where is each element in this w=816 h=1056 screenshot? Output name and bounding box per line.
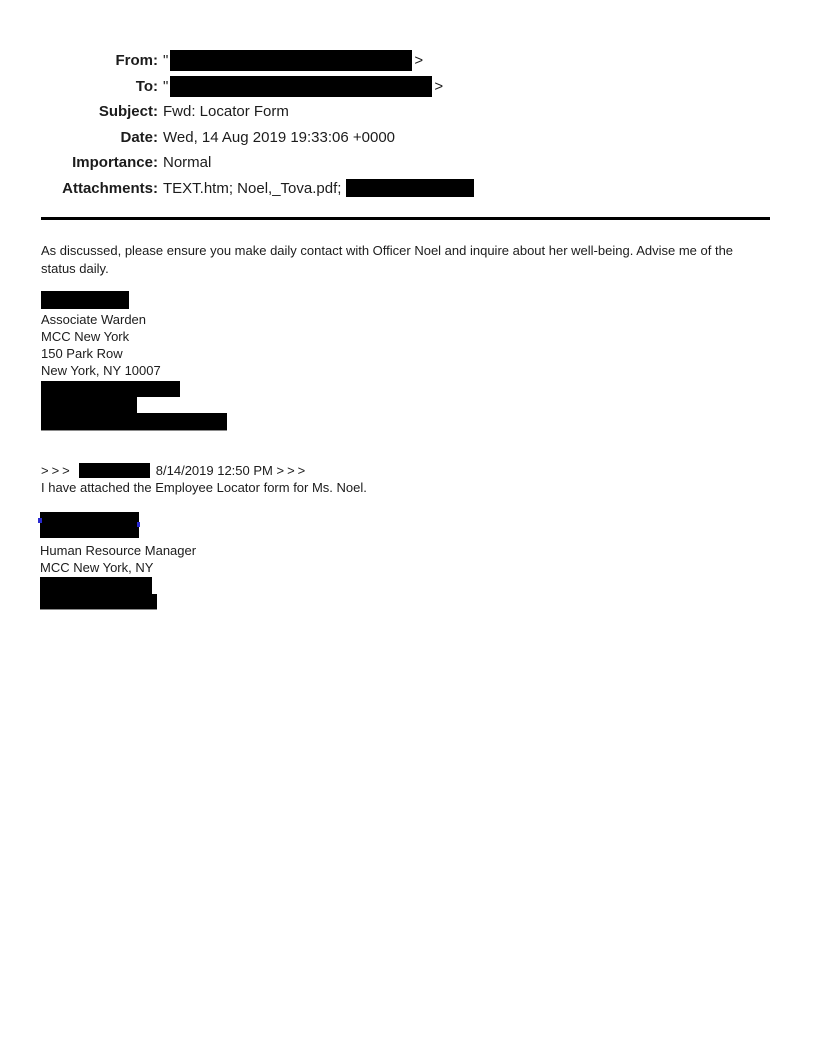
header-row-importance — [40, 150, 474, 176]
reply-suffix-angles: >>> — [276, 463, 309, 478]
redacted-email-address — [41, 413, 227, 431]
attachments-value — [163, 179, 474, 197]
signature-hr-manager — [40, 512, 196, 610]
to-label: To: — [135, 77, 158, 95]
to-close-angle: > — [434, 77, 444, 95]
message-paragraph — [41, 242, 733, 277]
redacted-sender-name — [41, 291, 129, 309]
redacted-from-address — [170, 50, 412, 71]
importance-label: Importance: — [72, 154, 158, 172]
paragraph-line-1: As discussed, please ensure you make daily contact with Officer Noel and inquire about her well-being. Advise me of the — [41, 243, 734, 258]
reply-timestamp: 8/14/2019 12:50 PM — [155, 463, 273, 478]
attachments-filenames: TEXT.htm; Noel,_Tova.pdf; — [163, 179, 342, 197]
sender-address-line2: New York, NY 10007 — [41, 363, 161, 378]
header-row-subject — [40, 99, 474, 125]
header-row-from — [40, 48, 474, 74]
from-open-quote: " — [163, 52, 169, 70]
link-remnant-left — [38, 518, 42, 523]
redacted-phone-2 — [41, 397, 137, 413]
redacted-reply-author — [79, 463, 150, 478]
redacted-hr-phone — [40, 577, 152, 594]
link-remnant-right — [137, 522, 140, 527]
quoted-reply — [41, 462, 367, 497]
reply-body-text: I have attached the Employee Locator form for Ms. Noel. — [41, 480, 367, 495]
sender-title: Associate Warden — [41, 312, 147, 327]
header-row-attachments — [40, 176, 474, 202]
importance-value: Normal — [163, 154, 212, 172]
to-value — [163, 76, 443, 97]
hr-title: Human Resource Manager — [40, 543, 197, 558]
header-row-date — [40, 125, 474, 151]
from-value — [163, 50, 423, 71]
attachments-label: Attachments: — [62, 179, 158, 197]
from-close-angle: > — [414, 52, 424, 70]
reply-prefix-angles: >>> — [41, 463, 73, 478]
subject-label: Subject: — [98, 103, 158, 121]
email-header — [40, 48, 474, 201]
redacted-hr-email — [40, 594, 157, 610]
sender-address-line1: 150 Park Row — [41, 346, 123, 361]
to-open-quote: " — [163, 77, 169, 95]
redacted-to-address — [170, 76, 432, 97]
sender-organization: MCC New York — [41, 329, 130, 344]
header-row-to — [40, 74, 474, 100]
subject-value: Fwd: Locator Form — [163, 103, 289, 121]
from-label: From: — [115, 52, 158, 70]
signature-associate-warden — [41, 291, 227, 431]
date-label: Date: — [120, 128, 158, 146]
redacted-hr-name — [40, 512, 139, 538]
paragraph-line-2: status daily. — [41, 260, 109, 276]
header-divider — [41, 217, 770, 220]
redacted-attachment-name — [346, 179, 474, 197]
hr-organization: MCC New York, NY — [40, 560, 154, 575]
reply-attribution-line — [41, 462, 367, 479]
redacted-phone-1 — [41, 381, 180, 397]
date-value: Wed, 14 Aug 2019 19:33:06 +0000 — [163, 128, 396, 146]
